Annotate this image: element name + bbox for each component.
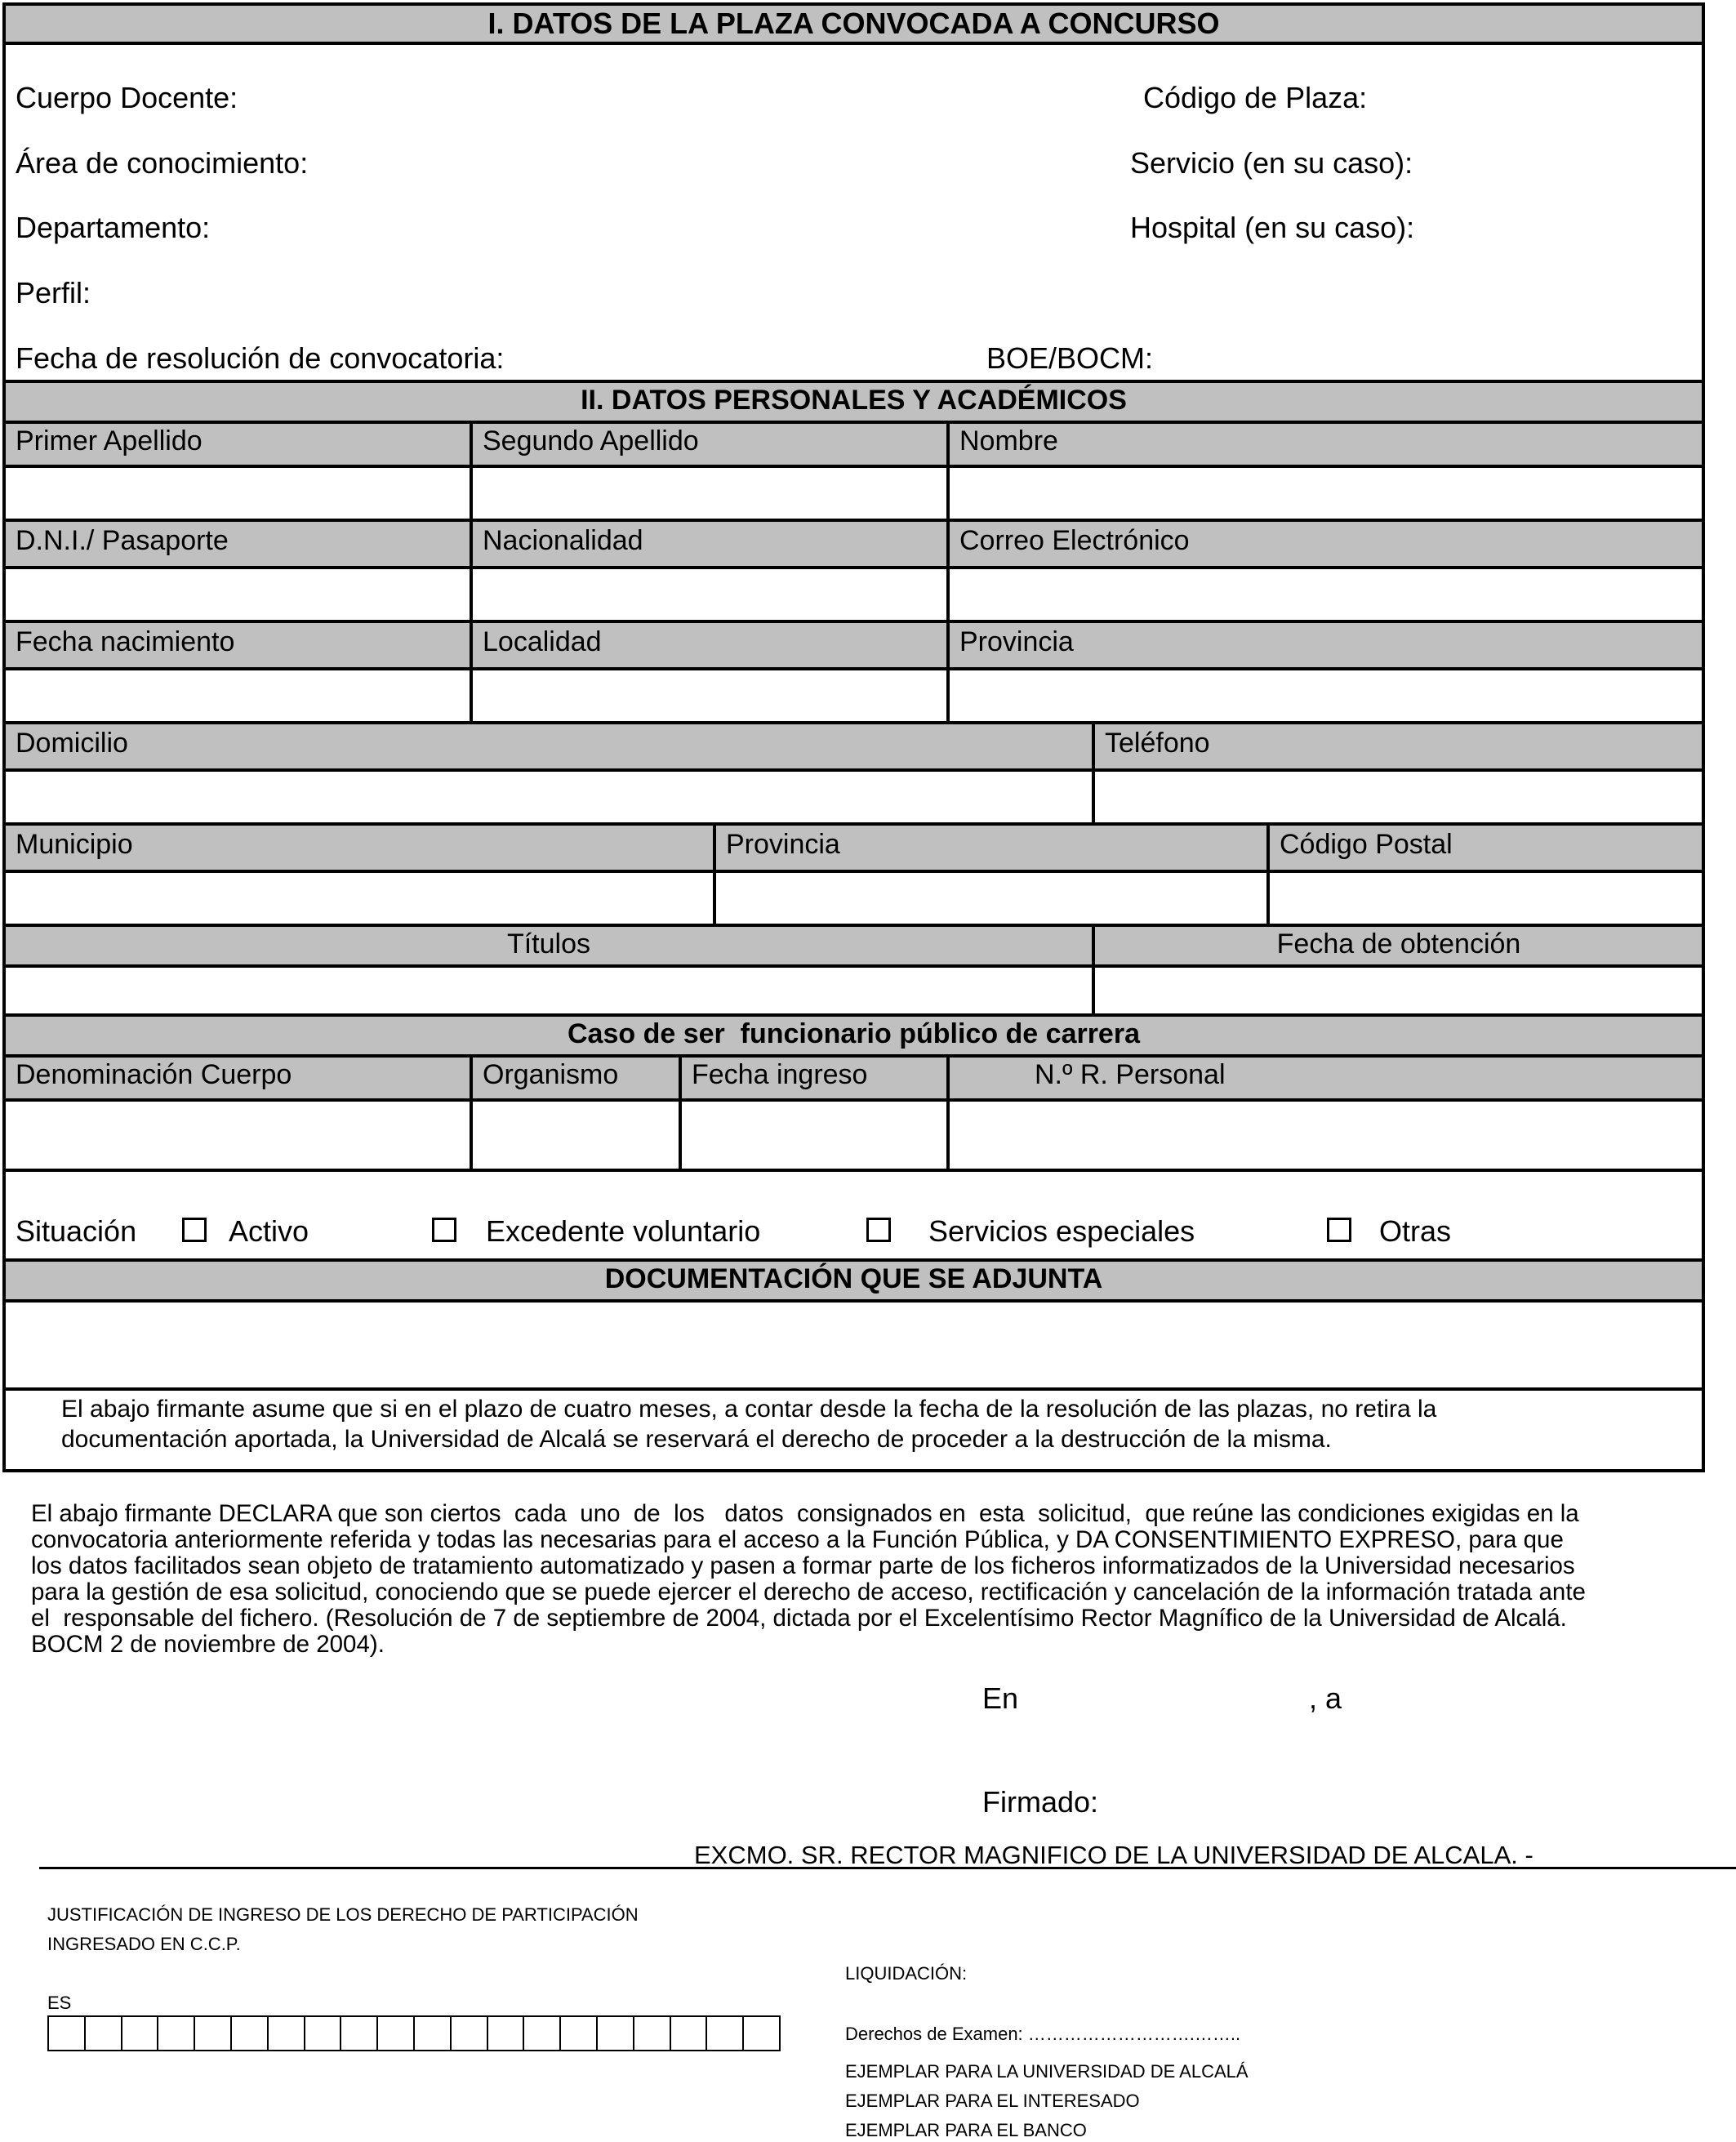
divider bbox=[1092, 721, 1095, 826]
documentacion-input[interactable] bbox=[6, 1303, 1702, 1387]
domicilio-label: Domicilio bbox=[16, 728, 128, 759]
codigo-postal-label: Código Postal bbox=[1280, 829, 1453, 860]
segundo-apellido-label: Segundo Apellido bbox=[483, 425, 699, 456]
application-form bbox=[2, 2, 1705, 1472]
domicilio-input[interactable] bbox=[6, 772, 1092, 822]
titulos-label: Títulos bbox=[506, 928, 591, 960]
provincia-domicilio-label: Provincia bbox=[726, 829, 840, 860]
situacion-label: Situación bbox=[16, 1214, 137, 1248]
nacionalidad-label: Nacionalidad bbox=[483, 525, 643, 556]
nombre-label: Nombre bbox=[959, 425, 1058, 456]
liquidacion-label: LIQUIDACIÓN: bbox=[845, 1963, 968, 1984]
provincia-label: Provincia bbox=[959, 626, 1074, 657]
denominacion-label: Denominación Cuerpo bbox=[16, 1059, 292, 1090]
divider bbox=[470, 1054, 473, 1172]
boe-bocm-label: BOE/BOCM: bbox=[986, 341, 1154, 375]
nacionalidad-input[interactable] bbox=[473, 569, 946, 620]
ejemplar-banco: EJEMPLAR PARA EL BANCO bbox=[845, 2120, 1087, 2140]
row3-label-band bbox=[6, 623, 1702, 667]
rector-addressee: EXCMO. SR. RECTOR MAGNIFICO DE LA UNIVERSIDAD DE ALCALA. - bbox=[694, 1841, 1533, 1869]
section1-header bbox=[6, 6, 1702, 45]
primer-apellido-label: Primer Apellido bbox=[16, 425, 203, 456]
fecha-nacimiento-input[interactable] bbox=[6, 670, 470, 721]
segundo-apellido-input[interactable] bbox=[473, 468, 946, 519]
fecha-ingreso-input[interactable] bbox=[682, 1102, 946, 1169]
dni-label: D.N.I./ Pasaporte bbox=[16, 525, 229, 556]
organismo-input[interactable] bbox=[473, 1102, 679, 1169]
nrp-label: N.º R. Personal bbox=[1035, 1059, 1226, 1090]
correo-label: Correo Electrónico bbox=[959, 525, 1190, 556]
declaration-text bbox=[31, 1501, 1697, 1658]
titulos-input[interactable] bbox=[6, 968, 1092, 1013]
perfil-label: Perfil: bbox=[16, 276, 91, 309]
servicios-especiales-checkbox[interactable] bbox=[866, 1218, 891, 1242]
funcionario-title: Caso de ser funcionario público de carrera bbox=[568, 1018, 1140, 1049]
excedente-checkbox[interactable] bbox=[432, 1218, 456, 1242]
municipio-label: Municipio bbox=[16, 829, 133, 860]
hospital-label: Hospital (en su caso): bbox=[1130, 211, 1415, 244]
area-conocimiento-label: Área de conocimiento: bbox=[16, 146, 309, 180]
declaration-line: los datos facilitados sean objeto de tratamiento automatizado y pasen a formar parte de los ficheros informatizados de la Universidad necesarios bbox=[31, 1552, 1575, 1579]
justificacion-line1: JUSTIFICACIÓN DE INGRESO DE LOS DERECHO DE PARTICIPACIÓN bbox=[47, 1904, 639, 1925]
divider bbox=[713, 822, 716, 927]
telefono-label: Teléfono bbox=[1105, 728, 1210, 759]
denominacion-input[interactable] bbox=[6, 1102, 470, 1169]
divider bbox=[946, 1054, 950, 1172]
correo-input[interactable] bbox=[950, 569, 1703, 620]
declaration-line: el responsable del fichero. (Resolución de 7 de septiembre de 2004, dictada por el Excelentísimo Rector Magnífico de la Universidad de Alcalá. bbox=[31, 1605, 1567, 1632]
telefono-input[interactable] bbox=[1095, 772, 1703, 822]
localidad-input[interactable] bbox=[473, 670, 946, 721]
provincia-domicilio-input[interactable] bbox=[716, 873, 1266, 924]
fecha-obtencion-input[interactable] bbox=[1095, 968, 1703, 1013]
declaration-line: para la gestión de esa solicitud, conociendo que se puede ejercer el derecho de acceso, rectificación y cancelación de la información tratada ante bbox=[31, 1579, 1586, 1605]
divider bbox=[6, 1387, 1702, 1391]
divider bbox=[1092, 924, 1095, 1017]
divider bbox=[679, 1054, 682, 1172]
codigo-plaza-label: Código de Plaza: bbox=[1143, 81, 1368, 114]
fecha-obtencion-label: Fecha de obtención bbox=[1276, 928, 1521, 960]
derechos-examen-label: Derechos de Examen: ……………………….…….. bbox=[845, 2024, 1241, 2044]
section1-title: I. DATOS DE LA PLAZA CONVOCADA A CONCURSO bbox=[487, 7, 1220, 40]
es-label: ES bbox=[47, 1993, 72, 2013]
otras-checkbox[interactable] bbox=[1327, 1218, 1351, 1242]
en-label: En bbox=[982, 1681, 1019, 1715]
nrp-input[interactable] bbox=[950, 1102, 1703, 1169]
documentacion-title: DOCUMENTACIÓN QUE SE ADJUNTA bbox=[604, 1263, 1103, 1294]
divider bbox=[470, 421, 473, 724]
municipio-input[interactable] bbox=[6, 873, 713, 924]
nombre-input[interactable] bbox=[950, 468, 1703, 519]
documentacion-notice-line2: documentación aportada, la Universidad de Alcalá se reservará el derecho de proceder a la destrucción de la misma. bbox=[61, 1426, 1332, 1453]
localidad-label: Localidad bbox=[483, 626, 602, 657]
servicio-label: Servicio (en su caso): bbox=[1130, 146, 1413, 180]
divider bbox=[946, 421, 950, 724]
organismo-label: Organismo bbox=[483, 1059, 619, 1090]
ejemplar-universidad: EJEMPLAR PARA LA UNIVERSIDAD DE ALCALÁ bbox=[845, 2061, 1249, 2082]
primer-apellido-input[interactable] bbox=[6, 468, 470, 519]
row2-label-band bbox=[6, 522, 1702, 566]
justificacion-line2: INGRESADO EN C.C.P. bbox=[47, 1934, 241, 1954]
activo-checkbox[interactable] bbox=[182, 1218, 207, 1242]
row1-label-band bbox=[6, 424, 1702, 465]
departamento-label: Departamento: bbox=[16, 211, 211, 244]
ejemplar-interesado: EJEMPLAR PARA EL INTERESADO bbox=[845, 2091, 1140, 2111]
documentacion-notice-line1: El abajo firmante asume que si en el plazo de cuatro meses, a contar desde la fecha de la resolución de las plazas, no retira la bbox=[61, 1396, 1437, 1423]
iban-boxes[interactable] bbox=[47, 2015, 781, 2051]
excedente-label: Excedente voluntario bbox=[486, 1214, 761, 1248]
fecha-resolucion-label: Fecha de resolución de convocatoria: bbox=[16, 341, 505, 375]
fecha-ingreso-label: Fecha ingreso bbox=[692, 1059, 868, 1090]
place-input[interactable] bbox=[1029, 1679, 1298, 1715]
firmado-label: Firmado: bbox=[982, 1785, 1099, 1819]
declaration-line: convocatoria anteriormente referida y todas las necesarias para el acceso a la Función Pública, y DA CONSENTIMIENTO EXPRESO, para que bbox=[31, 1526, 1564, 1553]
cuerpo-docente-label: Cuerpo Docente: bbox=[16, 81, 238, 114]
row4-label-band bbox=[6, 724, 1702, 768]
divider bbox=[1266, 822, 1270, 927]
otras-label: Otras bbox=[1379, 1214, 1452, 1248]
declaration-line: El abajo firmante DECLARA que son ciertos cada uno de los datos consignados en esta solicitud, que reúne las condiciones exigidas en la bbox=[31, 1500, 1579, 1527]
divider bbox=[6, 1169, 1702, 1172]
codigo-postal-input[interactable] bbox=[1270, 873, 1703, 924]
servicios-especiales-label: Servicios especiales bbox=[928, 1214, 1195, 1248]
declaration-line: BOCM 2 de noviembre de 2004). bbox=[31, 1631, 385, 1658]
dni-input[interactable] bbox=[6, 569, 470, 620]
date-prefix-label: , a bbox=[1309, 1681, 1342, 1715]
activo-label: Activo bbox=[229, 1214, 309, 1248]
fecha-nacimiento-label: Fecha nacimiento bbox=[16, 626, 235, 657]
provincia-input[interactable] bbox=[950, 670, 1703, 721]
section2-title: II. DATOS PERSONALES Y ACADÉMICOS bbox=[581, 385, 1127, 416]
